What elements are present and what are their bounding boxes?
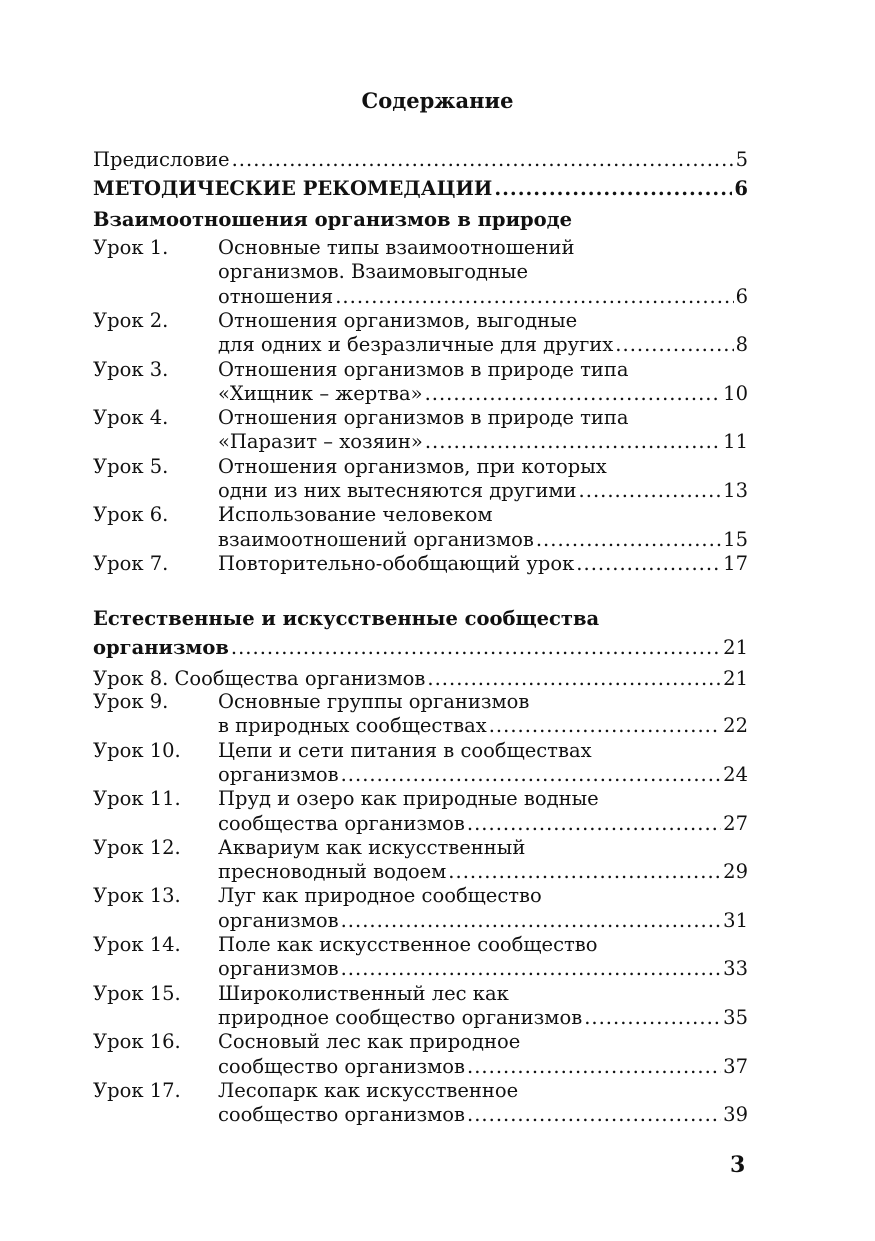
toc-page-number: 6 [735, 284, 748, 308]
lesson-title-last-line [218, 1054, 748, 1080]
lesson-title-line: Использование человеком [218, 503, 493, 527]
lesson-label: Урок 4. [93, 406, 169, 430]
toc-entry-text: «Паразит – хозяин» [218, 430, 423, 454]
lesson-title-last-line [218, 381, 748, 407]
toc-entry-text: Предисловие [93, 148, 230, 171]
toc-entry-text: организмов [93, 636, 229, 659]
toc-page-number: 15 [723, 527, 748, 551]
lesson-label: Урок 2. [93, 308, 169, 332]
leader-dots [584, 1005, 721, 1031]
lesson-title-last-line [218, 956, 748, 982]
leader-dots [494, 176, 732, 202]
lesson-label: Урок 14. [93, 933, 181, 956]
lesson-label: Урок 1. [93, 236, 169, 259]
lesson-label: Урок 3. [93, 357, 169, 381]
toc-page-number: 37 [723, 1054, 748, 1078]
lesson-title-line: Отношения организмов в природе типа [218, 406, 629, 430]
toc-entry-text: в природных сообществах [218, 714, 487, 738]
lesson-title-last-line [218, 908, 748, 934]
section-heading-2-entry [93, 635, 748, 661]
leader-dots [615, 332, 733, 358]
lesson-title-line: Пруд и озеро как природные водные [218, 787, 599, 811]
lesson-label: Урок 17. [93, 1078, 181, 1102]
leader-dots [425, 429, 721, 455]
toc-entry-text: МЕТОДИЧЕСКИЕ РЕКОМЕДАЦИИ [93, 177, 493, 200]
toc-entry-text: организмов [218, 908, 339, 932]
lesson-title-last-line [218, 551, 748, 577]
toc-entry-text: отношения [218, 284, 334, 308]
section-heading-2: Естественные и искусственные сообщества [93, 607, 600, 630]
leader-dots [231, 635, 721, 661]
lesson-title-line: Основные типы взаимоотношений [218, 236, 575, 259]
lesson-label: Урок 5. [93, 454, 169, 478]
toc-entry-text: одни из них вытесняются другими [218, 479, 577, 502]
lesson-label: Урок 15. [93, 981, 181, 1005]
toc-page-number: 27 [723, 811, 748, 835]
lesson-label: Урок 6. [93, 503, 169, 527]
page-title: Содержание [361, 88, 514, 113]
lesson-title-last-line [218, 811, 748, 837]
leader-dots [467, 1054, 721, 1080]
toc-page-number: 33 [723, 957, 748, 981]
toc-page-number: 22 [723, 714, 748, 738]
toc-page-number: 5 [735, 148, 748, 171]
toc-page-number: 21 [723, 667, 748, 690]
toc-page-number: 21 [723, 636, 748, 659]
leader-dots [536, 527, 721, 553]
toc-page-number: 31 [723, 908, 748, 932]
lesson-title-last-line [218, 1005, 748, 1031]
toc-page-number: 6 [734, 177, 748, 200]
leader-dots [489, 713, 721, 739]
toc-entry-method [93, 176, 748, 202]
leader-dots [341, 908, 722, 934]
lesson-title-line: Лесопарк как искусственное [218, 1078, 519, 1102]
lesson-title-line: Отношения организмов, выгодные [218, 308, 578, 332]
lesson-title-line: Аквариум как искусственный [218, 835, 526, 859]
lesson-title-last-line [218, 762, 748, 788]
toc-entry-text: «Хищник – жертва» [218, 381, 423, 405]
lesson-title-last-line [218, 859, 748, 885]
lesson-label: Урок 13. [93, 884, 181, 908]
lesson-title-last-line [218, 713, 748, 739]
lesson-title-line: Широколиственный лес как [218, 981, 509, 1005]
toc-entry-text: сообщества организмов [218, 811, 465, 835]
lesson-title-line: Отношения организмов в природе типа [218, 357, 629, 381]
lesson-title-line: Основные группы организмов [218, 690, 530, 713]
toc-entry-text: Урок 8. Сообщества организмов [93, 667, 426, 690]
leader-dots [467, 811, 721, 837]
toc-entry-text: Повторительно-обобщающий урок [218, 551, 575, 575]
lesson-label: Урок 12. [93, 835, 181, 859]
lesson-title-last-line [218, 1102, 748, 1128]
toc-page-number: 10 [723, 381, 748, 405]
lesson-title-line: Сосновый лес как природное [218, 1030, 521, 1054]
leader-dots [448, 859, 721, 885]
toc-entry-text: организмов [218, 957, 339, 981]
leader-dots [232, 147, 734, 173]
toc-page-number: 13 [723, 479, 748, 502]
toc-entry-text: организмов [218, 762, 339, 786]
section-heading-1: Взаимоотношения организмов в природе [93, 208, 573, 231]
toc-page-number: 29 [723, 860, 748, 884]
lesson-title-line: Луг как природное сообщество [218, 884, 542, 908]
page-number: 3 [730, 1152, 746, 1178]
lesson-title-last-line [218, 527, 748, 553]
lesson-title-line: организмов. Взаимовыгодные [218, 260, 528, 284]
lesson-title-last-line [218, 284, 748, 310]
lesson-title-line: Отношения организмов, при которых [218, 454, 607, 478]
leader-dots [425, 381, 722, 407]
leader-dots [341, 762, 722, 788]
lesson-title-last-line [218, 429, 748, 455]
lesson-label: Урок 7. [93, 551, 169, 575]
toc-page-number: 39 [723, 1103, 748, 1127]
leader-dots [579, 478, 722, 504]
leader-dots [467, 1102, 721, 1128]
lesson-label: Урок 16. [93, 1030, 181, 1054]
lesson-title-line: Поле как искусственное сообщество [218, 933, 598, 956]
lesson-title-last-line [218, 332, 748, 358]
toc-entry-preface [93, 147, 748, 173]
lesson-title-line: Цепи и сети питания в сообществах [218, 738, 592, 762]
toc-entry-text: сообщество организмов [218, 1054, 466, 1078]
toc-entry-text: сообщество организмов [218, 1103, 466, 1127]
lesson-title-last-line [218, 478, 748, 504]
toc-page-number: 11 [723, 430, 748, 454]
lesson-label: Урок 9. [93, 690, 169, 713]
lesson-label: Урок 11. [93, 787, 181, 811]
lesson-label: Урок 10. [93, 738, 181, 762]
leader-dots [335, 284, 733, 310]
toc-entry-text: для одних и безразличные для других [218, 333, 614, 357]
toc-page-number: 8 [735, 333, 748, 357]
toc-page-number: 24 [723, 762, 748, 786]
toc-entry-text: природное сообщество организмов [218, 1005, 583, 1029]
toc-entry-text: взаимоотношений организмов [218, 527, 534, 551]
toc-page-number: 17 [723, 551, 748, 575]
toc-entry-text: пресноводный водоем [218, 860, 447, 884]
leader-dots [341, 956, 722, 982]
leader-dots [576, 551, 721, 577]
toc-page-number: 35 [723, 1005, 748, 1029]
